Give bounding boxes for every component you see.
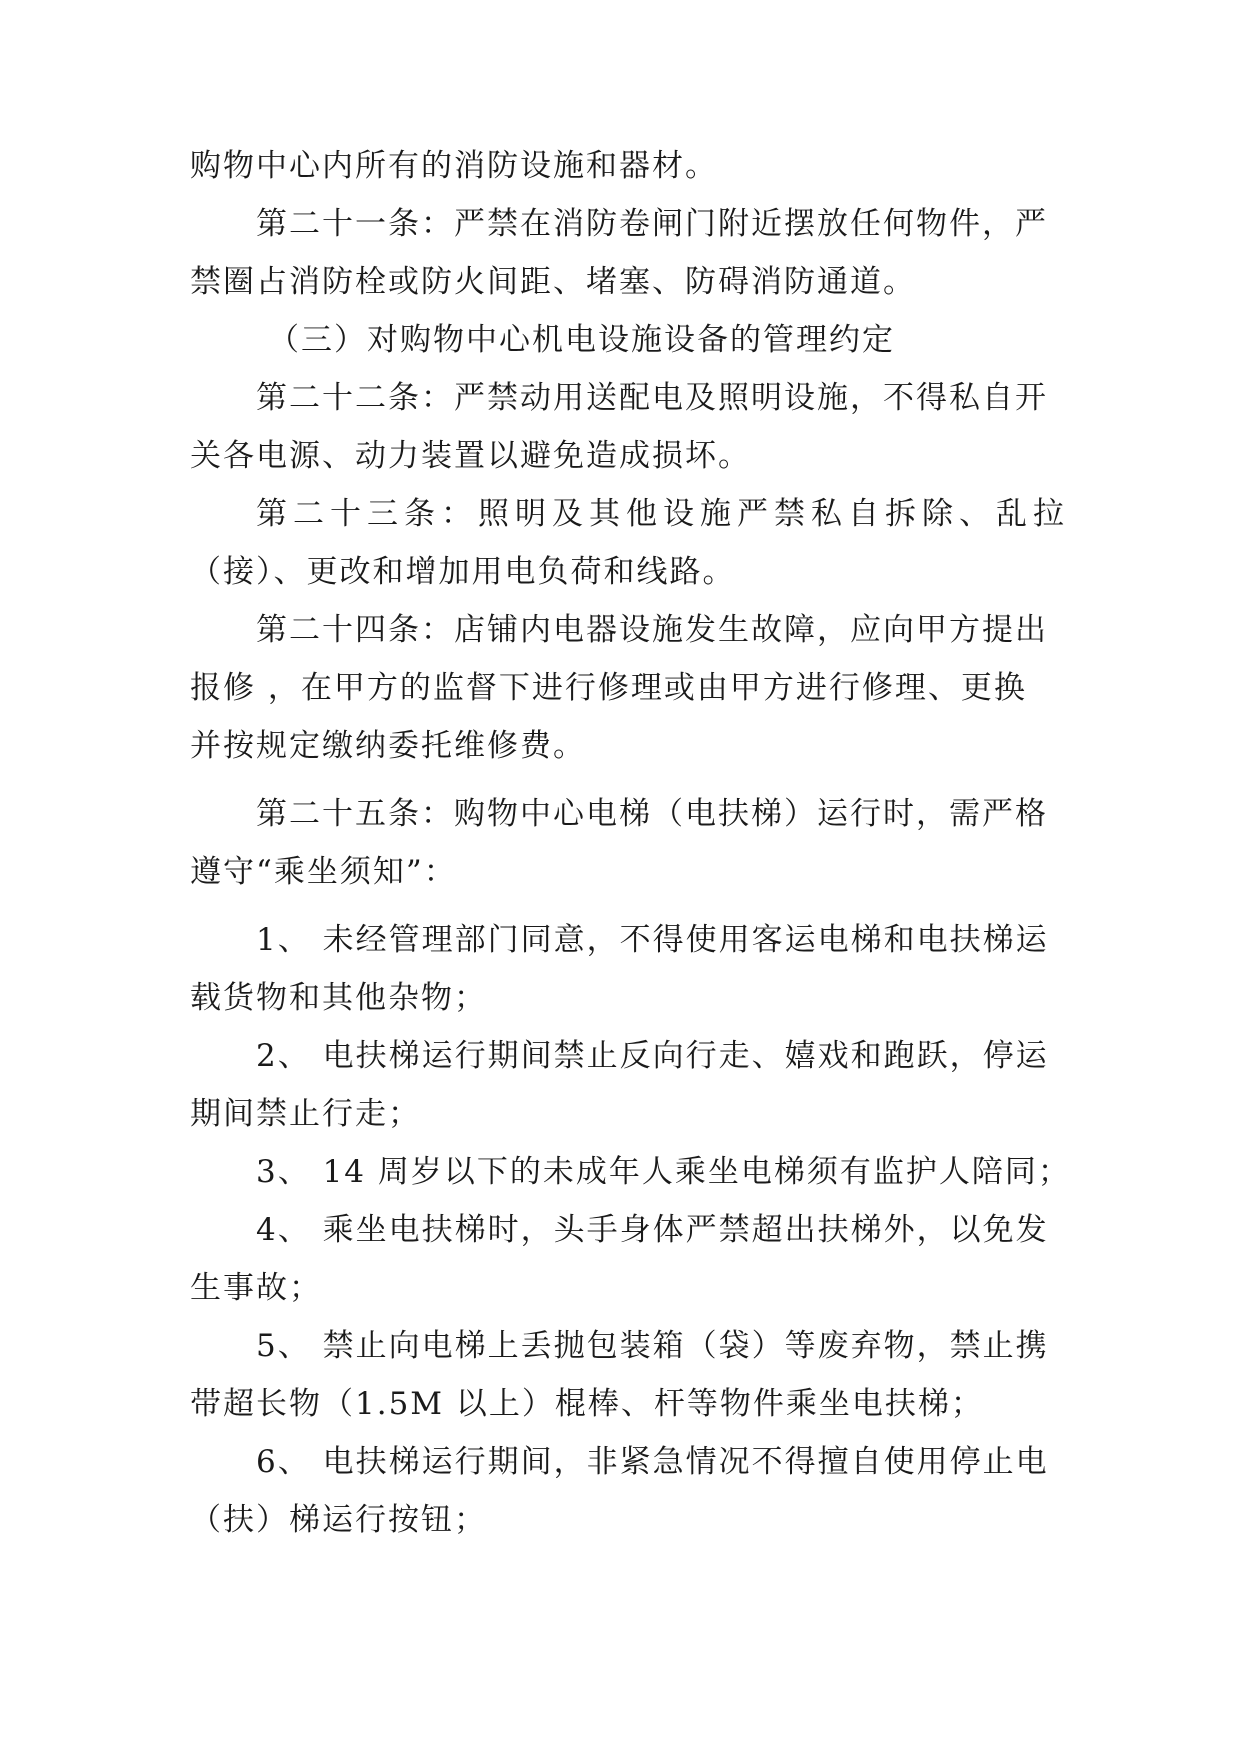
list-item: 6、 电扶梯运行期间，非紧急情况不得擅自使用停止电 [256,1444,1049,1480]
text-line: 第二十二条：严禁动用送配电及照明设施，不得私自开 [256,380,1048,416]
text-line: 第二十三条：照明及其他设施严禁私自拆除、乱拉 [256,496,1070,532]
text-line: 第二十四条：店铺内电器设施发生故障，应向甲方提出 [256,612,1048,648]
text-line: 第二十一条：严禁在消防卷闸门附近摆放任何物件，严 [256,206,1048,242]
text-line: （接）、更改和增加用电负荷和线路。 [190,554,736,590]
text-line: 报修 ，在甲方的监督下进行修理或由甲方进行修理、更换 [190,670,1027,706]
list-item: 4、 乘坐电扶梯时，头手身体严禁超出扶梯外，以免发 [256,1212,1049,1248]
list-item: 3、 14 周岁以下的未成年人乘坐电梯须有监护人陪同； [256,1154,1071,1190]
section-heading: （三）对购物中心机电设施设备的管理约定 [268,322,895,358]
list-item: 2、 电扶梯运行期间禁止反向行走、嬉戏和跑跃，停运 [256,1038,1049,1074]
text-line: 并按规定缴纳委托维修费。 [190,728,586,764]
list-item: 5、 禁止向电梯上丢抛包装箱（袋）等废弃物，禁止携 [256,1328,1049,1364]
text-line: 生事故； [190,1270,322,1306]
text-line: 禁圈占消防栓或防火间距、堵塞、防碍消防通道。 [190,264,916,300]
text-line: 遵守“乘坐须知”： [190,854,457,890]
text-line: （扶）梯运行按钮； [190,1502,487,1538]
text-line: 期间禁止行走； [190,1096,421,1132]
text-line: 带超长物（1.5M 以上）棍棒、杆等物件乘坐电扶梯； [190,1386,984,1422]
list-item: 1、 未经管理部门同意，不得使用客运电梯和电扶梯运 [256,922,1049,958]
text-line: 关各电源、动力装置以避免造成损坏。 [190,438,751,474]
text-line: 购物中心内所有的消防设施和器材。 [190,148,718,184]
text-line: 第二十五条：购物中心电梯（电扶梯）运行时，需严格 [256,796,1048,832]
text-line: 载货物和其他杂物； [190,980,487,1016]
